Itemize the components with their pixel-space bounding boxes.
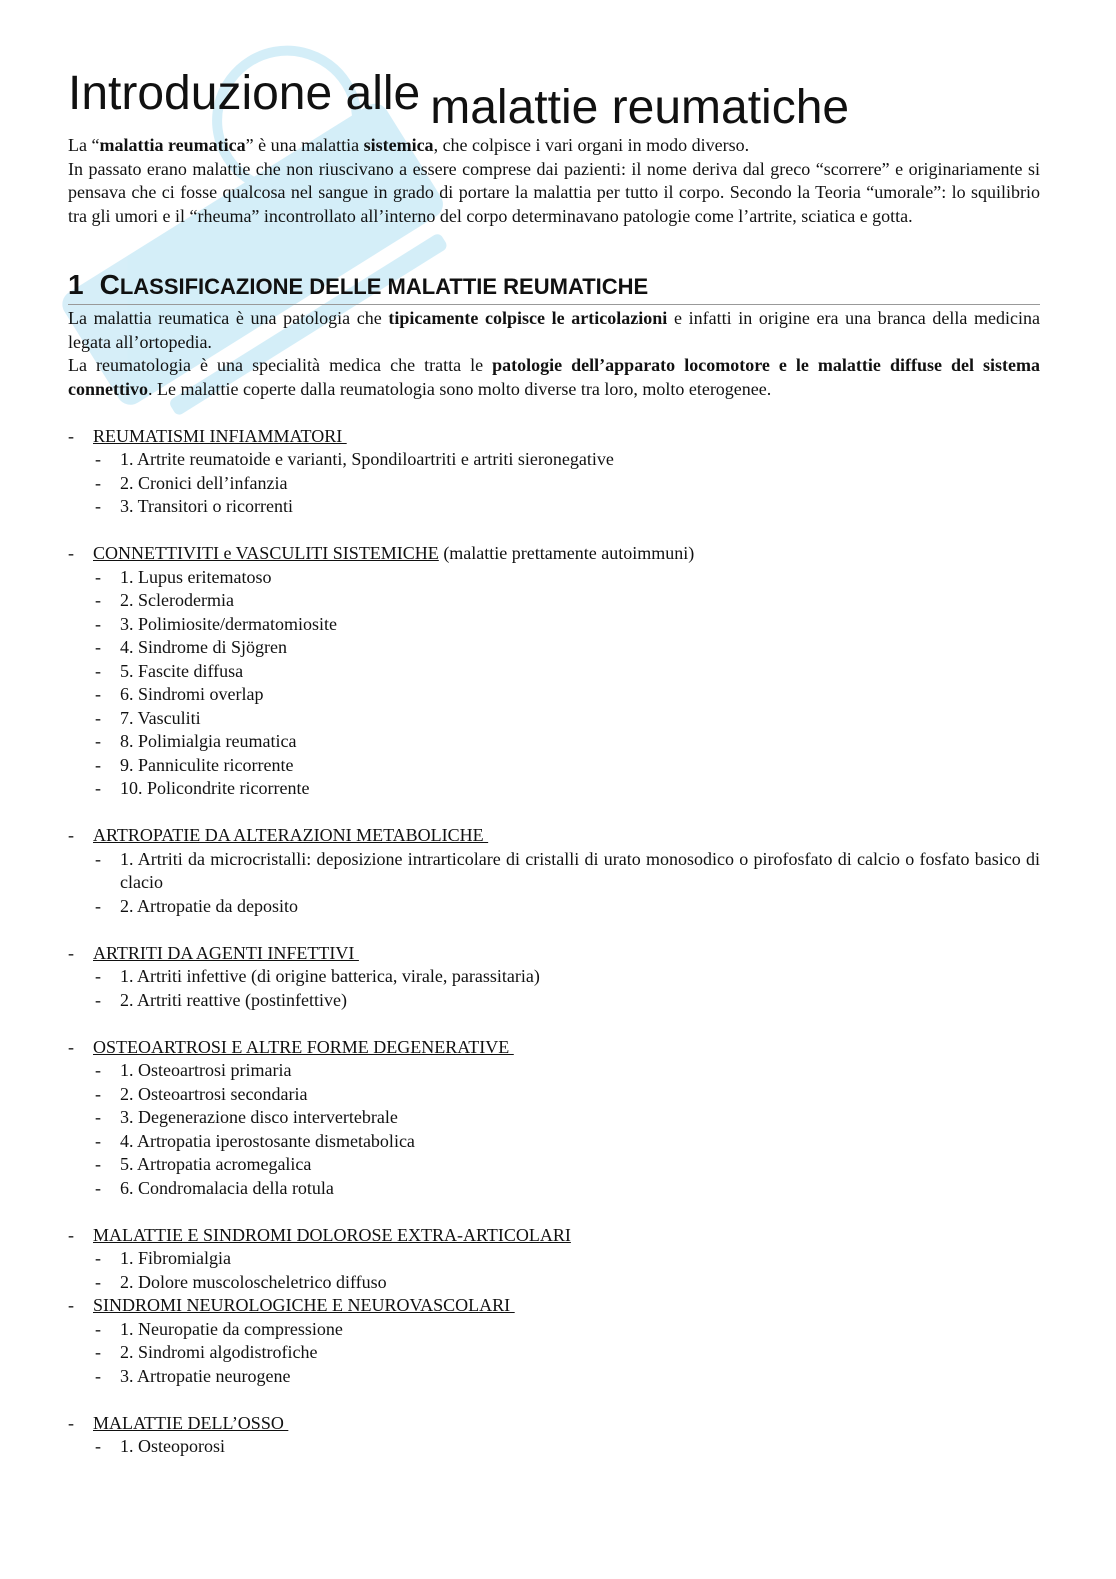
- list-dash: -: [95, 566, 101, 587]
- title-part-1: Introduzione alle: [68, 67, 421, 120]
- list-dash: -: [95, 895, 101, 916]
- list-dash: -: [95, 966, 101, 986]
- category-title: OSTEOARTROSI E ALTRE FORME DEGENERATIVE: [93, 1036, 514, 1057]
- list-item-text: 10. Policondrite ricorrente: [120, 778, 310, 798]
- list-item: [68, 472, 1040, 496]
- category-heading: [68, 1294, 1040, 1318]
- list-item: [68, 613, 1040, 637]
- list-dash: -: [95, 590, 101, 610]
- document-page: [68, 67, 1041, 1482]
- list-item-text: 7. Vasculiti: [120, 707, 201, 728]
- list-item: [68, 848, 1040, 895]
- list-dash: -: [95, 1248, 101, 1268]
- list-dash: -: [95, 1083, 101, 1104]
- list-item: [68, 707, 1040, 731]
- category-note: (malattie prettamente autoimmuni): [438, 543, 695, 563]
- list-dash: -: [95, 707, 101, 728]
- list-dash: -: [68, 1412, 74, 1433]
- list-item-text: 3. Transitori o ricorrenti: [120, 496, 293, 516]
- category-title: CONNETTIVITI e VASCULITI SISTEMICHE: [93, 543, 439, 563]
- list-item-text: 6. Sindromi overlap: [120, 684, 264, 704]
- list-item: [68, 1106, 1040, 1130]
- list-item: [68, 495, 1040, 519]
- list-item-text: 1. Osteoporosi: [120, 1436, 225, 1456]
- list-item-text: 1. Neuropatie da compressione: [120, 1318, 343, 1339]
- page-title: [68, 67, 1040, 134]
- section-paragraph-2: La reumatologia è una specialità medica che tratta le patologie dell’apparato locomotore e le malattie diffuse del sistema connettivo. Le malattie coperte dalla reumatologia sono molto diverse tra loro, molto eterogenee.: [68, 355, 1041, 399]
- list-item-text: 2. Artropatie da deposito: [120, 895, 298, 916]
- category-title: MALATTIE E SINDROMI DOLOROSE EXTRA-ARTICOLARI: [93, 1224, 571, 1245]
- list-item: [68, 965, 1040, 989]
- list-dash: -: [95, 1154, 101, 1174]
- category-heading: [68, 942, 1040, 966]
- list-dash: -: [95, 660, 101, 681]
- list-dash: -: [95, 496, 101, 516]
- list-item-text: 1. Artriti da microcristalli: deposizione intrarticolare di cristalli di urato monosodico o pirofosfato di calcio o fosfato basico di clacio: [120, 848, 1040, 892]
- category-title: REUMATISMI INFIAMMATORI: [93, 425, 347, 446]
- list-item-text: 4. Artropatia iperostosante dismetabolica: [120, 1130, 415, 1151]
- list-item-text: 1. Artriti infettive (di origine batterica, virale, parassitaria): [120, 966, 540, 986]
- list-item-text: 2. Sclerodermia: [120, 590, 234, 610]
- list-dash: -: [95, 731, 101, 751]
- title-part-2: malattie reumatiche: [430, 81, 850, 134]
- list-dash: -: [95, 684, 101, 704]
- list-dash: -: [68, 1224, 74, 1245]
- list-dash: -: [95, 1177, 101, 1198]
- list-item-text: 2. Cronici dell’infanzia: [120, 472, 288, 493]
- classification-list: [68, 425, 1040, 1459]
- list-item-text: 1. Lupus eritematoso: [120, 566, 272, 587]
- list-dash: -: [95, 989, 101, 1010]
- list-item-text: 2. Sindromi algodistrofiche: [120, 1342, 318, 1362]
- list-item: [68, 730, 1040, 754]
- list-item: [68, 989, 1040, 1013]
- category-heading: [68, 1224, 1040, 1248]
- category-title: MALATTIE DELL’OSSO: [93, 1412, 289, 1433]
- category-group: [68, 1412, 1040, 1459]
- category-heading: [68, 1036, 1040, 1060]
- list-item: [68, 1247, 1040, 1271]
- list-item-text: 1. Fibromialgia: [120, 1248, 231, 1268]
- list-dash: -: [68, 825, 74, 845]
- list-dash: -: [68, 425, 74, 446]
- list-dash: -: [68, 543, 74, 563]
- list-item: [68, 1365, 1040, 1389]
- category-group: [68, 1036, 1040, 1201]
- list-dash: -: [95, 613, 101, 634]
- list-item: [68, 1271, 1040, 1295]
- list-item-text: 2. Dolore muscoloscheletrico diffuso: [120, 1271, 387, 1292]
- list-dash: -: [68, 1295, 74, 1315]
- list-item: [68, 1177, 1040, 1201]
- list-item: [68, 448, 1040, 472]
- list-item-text: 5. Fascite diffusa: [120, 660, 244, 681]
- list-item-text: 6. Condromalacia della rotula: [120, 1177, 334, 1198]
- category-heading: [68, 824, 1040, 848]
- list-dash: -: [95, 754, 101, 775]
- list-item-text: 3. Polimiosite/dermatomiosite: [120, 613, 337, 634]
- list-dash: -: [95, 472, 101, 493]
- list-item-text: 5. Artropatia acromegalica: [120, 1154, 312, 1174]
- category-heading: [68, 1412, 1040, 1436]
- list-item-text: 3. Artropatie neurogene: [120, 1365, 291, 1386]
- list-dash: -: [95, 778, 101, 798]
- list-item: [68, 895, 1040, 919]
- category-title: SINDROMI NEUROLOGICHE E NEUROVASCOLARI: [93, 1295, 515, 1315]
- list-item-text: 1. Osteoartrosi primaria: [120, 1060, 292, 1080]
- list-item-text: 1. Artrite reumatoide e varianti, Spondiloartriti e artriti sieronegative: [120, 449, 614, 469]
- section-paragraph-1: La malattia reumatica è una patologia che tipicamente colpisce le articolazioni e infatti in origine era una branca della medicina legata all’ortopedia.: [68, 308, 1040, 352]
- category-heading: [68, 542, 1040, 566]
- category-title: ARTROPATIE DA ALTERAZIONI METABOLICHE: [93, 825, 489, 845]
- list-item: [68, 589, 1040, 613]
- category-group: [68, 824, 1040, 918]
- category-group: [68, 425, 1040, 519]
- list-dash: -: [95, 1342, 101, 1362]
- list-item: [68, 1059, 1040, 1083]
- list-dash: -: [95, 1436, 101, 1456]
- list-dash: -: [95, 1107, 101, 1127]
- list-dash: -: [95, 1365, 101, 1386]
- category-group: [68, 542, 1040, 801]
- list-dash: -: [95, 449, 101, 469]
- list-item: [68, 566, 1040, 590]
- list-dash: -: [95, 848, 101, 869]
- list-item: [68, 660, 1040, 684]
- section-number: 1: [68, 269, 84, 300]
- list-item-text: 2. Artriti reattive (postinfettive): [120, 989, 347, 1010]
- list-item: [68, 1153, 1040, 1177]
- list-item-text: 9. Panniculite ricorrente: [120, 754, 294, 775]
- list-item: [68, 1318, 1040, 1342]
- list-dash: -: [95, 1060, 101, 1080]
- list-item: [68, 683, 1040, 707]
- list-item: [68, 636, 1040, 660]
- category-group: [68, 1224, 1040, 1295]
- list-item-text: 8. Polimialgia reumatica: [120, 731, 297, 751]
- intro-paragraph-1: La “malattia reumatica” è una malattia sistemica, che colpisce i vari organi in modo diverso.: [68, 135, 750, 155]
- list-dash: -: [95, 1130, 101, 1151]
- list-item: [68, 754, 1040, 778]
- list-item-text: 2. Osteoartrosi secondaria: [120, 1083, 308, 1104]
- list-dash: -: [95, 637, 101, 657]
- category-heading: [68, 425, 1040, 449]
- list-dash: -: [68, 942, 74, 963]
- category-group: [68, 942, 1040, 1013]
- list-item: [68, 1341, 1040, 1365]
- list-item: [68, 777, 1040, 801]
- list-item-text: 3. Degenerazione disco intervertebrale: [120, 1107, 398, 1127]
- section-heading: 1 CLASSIFICAZIONE DELLE MALATTIE REUMATICHE: [68, 268, 1040, 305]
- list-dash: -: [68, 1036, 74, 1057]
- category-group: [68, 1294, 1040, 1388]
- list-dash: -: [95, 1271, 101, 1292]
- list-item: [68, 1083, 1040, 1107]
- category-title: ARTRITI DA AGENTI INFETTIVI: [93, 942, 359, 963]
- list-item-text: 4. Sindrome di Sjögren: [120, 637, 287, 657]
- list-item: [68, 1130, 1040, 1154]
- list-dash: -: [95, 1318, 101, 1339]
- list-item: [68, 1435, 1040, 1459]
- intro-paragraph-2: In passato erano malattie che non riuscivano a essere comprese dai pazienti: il nome deriva dal greco “scorrere” e originariamente si pensava che ci fosse qualcosa nel sangue in grado di portare la malattia per tutto il corpo. Secondo la Teoria “umorale”: lo squilibrio tra gli umori e il “rheuma” incontrollato all’interno del corpo determinavano patologie come l’artrite, sciatica e gotta.: [68, 158, 1040, 226]
